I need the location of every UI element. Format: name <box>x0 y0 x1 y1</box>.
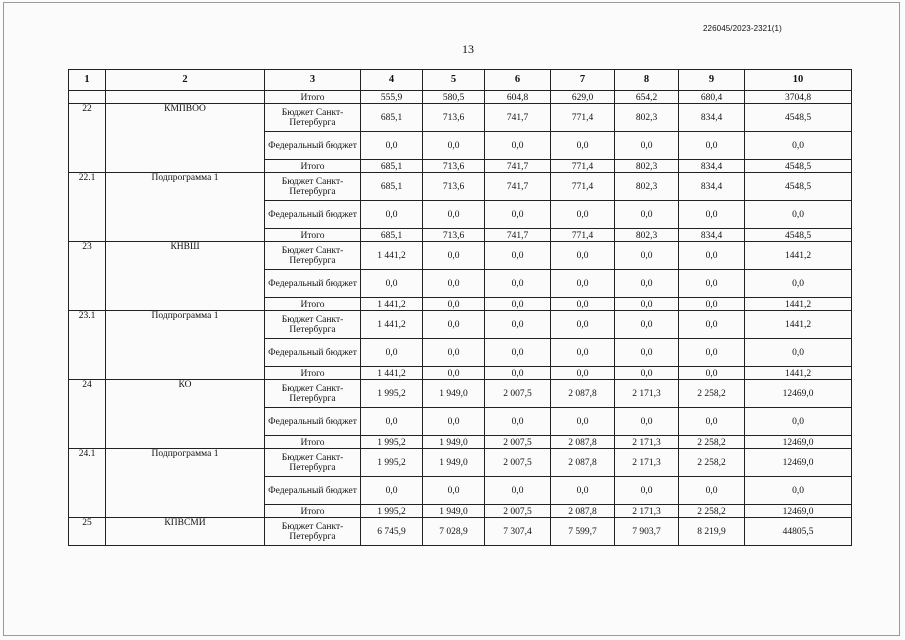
funding-source: Итого <box>265 298 361 311</box>
table-row <box>69 229 852 242</box>
table-row <box>69 132 852 160</box>
row-number <box>69 201 106 229</box>
year-1-value: 0,0 <box>361 132 423 160</box>
year-4-value: 0,0 <box>551 242 615 270</box>
program-name <box>106 477 265 505</box>
budget-table <box>68 69 852 546</box>
year-6-value: 0,0 <box>679 201 745 229</box>
program-name <box>106 505 265 518</box>
year-1-value: 685,1 <box>361 229 423 242</box>
year-6-value: 834,4 <box>679 104 745 132</box>
year-3-value: 0,0 <box>485 132 551 160</box>
year-6-value: 834,4 <box>679 229 745 242</box>
year-6-value: 0,0 <box>679 298 745 311</box>
total-value: 1441,2 <box>745 242 852 270</box>
year-2-value: 713,6 <box>423 229 485 242</box>
table-row <box>69 173 852 201</box>
program-name: КНВШ <box>106 242 265 270</box>
table-row <box>69 298 852 311</box>
row-number <box>69 505 106 518</box>
funding-source: Федеральный бюджет <box>265 408 361 436</box>
year-6-value: 8 219,9 <box>679 518 745 546</box>
program-name: КО <box>106 380 265 408</box>
year-1-value: 6 745,9 <box>361 518 423 546</box>
total-value: 4548,5 <box>745 160 852 173</box>
funding-source: Федеральный бюджет <box>265 201 361 229</box>
program-name <box>106 91 265 104</box>
table-row <box>69 104 852 132</box>
table-row <box>69 201 852 229</box>
year-1-value: 0,0 <box>361 339 423 367</box>
column-header-2: 2 <box>106 70 265 91</box>
year-3-value: 741,7 <box>485 229 551 242</box>
year-4-value: 0,0 <box>551 270 615 298</box>
year-4-value: 0,0 <box>551 408 615 436</box>
funding-source: Итого <box>265 229 361 242</box>
year-6-value: 0,0 <box>679 270 745 298</box>
row-number <box>69 132 106 160</box>
year-4-value: 0,0 <box>551 477 615 505</box>
year-1-value: 0,0 <box>361 201 423 229</box>
year-2-value: 1 949,0 <box>423 436 485 449</box>
table-row <box>69 91 852 104</box>
row-number: 23.1 <box>69 311 106 339</box>
year-2-value: 0,0 <box>423 298 485 311</box>
column-header-10: 10 <box>745 70 852 91</box>
row-number: 22.1 <box>69 173 106 201</box>
funding-source: Федеральный бюджет <box>265 132 361 160</box>
column-header-7: 7 <box>551 70 615 91</box>
year-5-value: 0,0 <box>615 367 679 380</box>
row-number: 24.1 <box>69 449 106 477</box>
year-3-value: 0,0 <box>485 367 551 380</box>
total-value: 1441,2 <box>745 311 852 339</box>
year-2-value: 580,5 <box>423 91 485 104</box>
year-1-value: 685,1 <box>361 160 423 173</box>
funding-source: Бюджет Санкт-Петербурга <box>265 518 361 546</box>
row-number <box>69 367 106 380</box>
program-name <box>106 367 265 380</box>
year-1-value: 1 441,2 <box>361 311 423 339</box>
total-value: 4548,5 <box>745 173 852 201</box>
year-5-value: 2 171,3 <box>615 505 679 518</box>
year-3-value: 2 007,5 <box>485 449 551 477</box>
row-number: 23 <box>69 242 106 270</box>
year-3-value: 2 007,5 <box>485 380 551 408</box>
page-number: 13 <box>462 42 474 56</box>
table-row <box>69 339 852 367</box>
year-2-value: 0,0 <box>423 477 485 505</box>
funding-source: Итого <box>265 160 361 173</box>
year-2-value: 7 028,9 <box>423 518 485 546</box>
table-row <box>69 436 852 449</box>
year-4-value: 629,0 <box>551 91 615 104</box>
year-3-value: 0,0 <box>485 311 551 339</box>
year-4-value: 0,0 <box>551 339 615 367</box>
year-4-value: 2 087,8 <box>551 449 615 477</box>
program-name <box>106 132 265 160</box>
year-3-value: 0,0 <box>485 242 551 270</box>
year-3-value: 0,0 <box>485 270 551 298</box>
program-name <box>106 229 265 242</box>
table-row <box>69 477 852 505</box>
year-5-value: 0,0 <box>615 339 679 367</box>
year-5-value: 802,3 <box>615 160 679 173</box>
year-1-value: 0,0 <box>361 477 423 505</box>
total-value: 12469,0 <box>745 380 852 408</box>
total-value: 0,0 <box>745 201 852 229</box>
year-1-value: 1 441,2 <box>361 367 423 380</box>
total-value: 0,0 <box>745 270 852 298</box>
row-number <box>69 160 106 173</box>
year-2-value: 713,6 <box>423 104 485 132</box>
year-3-value: 0,0 <box>485 339 551 367</box>
funding-source: Федеральный бюджет <box>265 270 361 298</box>
year-6-value: 2 258,2 <box>679 380 745 408</box>
year-4-value: 2 087,8 <box>551 505 615 518</box>
year-3-value: 741,7 <box>485 104 551 132</box>
total-value: 0,0 <box>745 408 852 436</box>
year-2-value: 1 949,0 <box>423 505 485 518</box>
year-6-value: 2 258,2 <box>679 436 745 449</box>
year-3-value: 741,7 <box>485 173 551 201</box>
column-header-5: 5 <box>423 70 485 91</box>
year-4-value: 771,4 <box>551 160 615 173</box>
year-3-value: 741,7 <box>485 160 551 173</box>
table-row <box>69 270 852 298</box>
year-2-value: 0,0 <box>423 132 485 160</box>
year-2-value: 713,6 <box>423 160 485 173</box>
year-5-value: 0,0 <box>615 311 679 339</box>
table-row <box>69 408 852 436</box>
year-2-value: 0,0 <box>423 311 485 339</box>
row-number: 25 <box>69 518 106 546</box>
year-5-value: 0,0 <box>615 408 679 436</box>
year-3-value: 2 007,5 <box>485 436 551 449</box>
year-4-value: 0,0 <box>551 311 615 339</box>
program-name <box>106 160 265 173</box>
year-4-value: 2 087,8 <box>551 436 615 449</box>
year-5-value: 802,3 <box>615 104 679 132</box>
year-6-value: 0,0 <box>679 477 745 505</box>
funding-source: Итого <box>265 505 361 518</box>
column-header-8: 8 <box>615 70 679 91</box>
funding-source: Бюджет Санкт-Петербурга <box>265 104 361 132</box>
table-row <box>69 380 852 408</box>
row-number <box>69 436 106 449</box>
year-1-value: 1 441,2 <box>361 242 423 270</box>
total-value: 0,0 <box>745 477 852 505</box>
total-value: 12469,0 <box>745 449 852 477</box>
year-1-value: 0,0 <box>361 408 423 436</box>
table-header-row <box>69 70 852 91</box>
year-6-value: 0,0 <box>679 311 745 339</box>
year-5-value: 0,0 <box>615 270 679 298</box>
year-1-value: 685,1 <box>361 173 423 201</box>
year-2-value: 0,0 <box>423 242 485 270</box>
year-1-value: 0,0 <box>361 270 423 298</box>
program-name <box>106 270 265 298</box>
year-6-value: 0,0 <box>679 339 745 367</box>
program-name <box>106 408 265 436</box>
year-3-value: 604,8 <box>485 91 551 104</box>
table-row <box>69 242 852 270</box>
total-value: 12469,0 <box>745 436 852 449</box>
year-4-value: 0,0 <box>551 201 615 229</box>
total-value: 4548,5 <box>745 104 852 132</box>
total-value: 12469,0 <box>745 505 852 518</box>
year-6-value: 0,0 <box>679 242 745 270</box>
row-number <box>69 91 106 104</box>
table-row <box>69 311 852 339</box>
year-5-value: 654,2 <box>615 91 679 104</box>
year-5-value: 802,3 <box>615 173 679 201</box>
year-5-value: 7 903,7 <box>615 518 679 546</box>
column-header-6: 6 <box>485 70 551 91</box>
program-name: Подпрограмма 1 <box>106 311 265 339</box>
year-5-value: 802,3 <box>615 229 679 242</box>
year-6-value: 2 258,2 <box>679 505 745 518</box>
year-4-value: 771,4 <box>551 229 615 242</box>
year-6-value: 680,4 <box>679 91 745 104</box>
table-row <box>69 367 852 380</box>
year-5-value: 0,0 <box>615 298 679 311</box>
table-body <box>69 91 852 546</box>
year-4-value: 7 599,7 <box>551 518 615 546</box>
row-number <box>69 229 106 242</box>
program-name <box>106 339 265 367</box>
year-2-value: 0,0 <box>423 270 485 298</box>
funding-source: Бюджет Санкт-Петербурга <box>265 173 361 201</box>
program-name: КМПВОО <box>106 104 265 132</box>
total-value: 0,0 <box>745 132 852 160</box>
year-5-value: 0,0 <box>615 242 679 270</box>
year-5-value: 2 171,3 <box>615 436 679 449</box>
row-number <box>69 408 106 436</box>
program-name: КПВСМИ <box>106 518 265 546</box>
year-4-value: 0,0 <box>551 132 615 160</box>
year-1-value: 1 995,2 <box>361 505 423 518</box>
year-1-value: 685,1 <box>361 104 423 132</box>
year-3-value: 7 307,4 <box>485 518 551 546</box>
row-number: 24 <box>69 380 106 408</box>
row-number <box>69 298 106 311</box>
row-number <box>69 477 106 505</box>
year-2-value: 713,6 <box>423 173 485 201</box>
year-4-value: 771,4 <box>551 104 615 132</box>
year-3-value: 0,0 <box>485 477 551 505</box>
year-4-value: 771,4 <box>551 173 615 201</box>
year-6-value: 2 258,2 <box>679 449 745 477</box>
year-2-value: 0,0 <box>423 408 485 436</box>
funding-source: Бюджет Санкт-Петербурга <box>265 242 361 270</box>
document-reference: 226045/2023-2321(1) <box>703 24 782 33</box>
year-3-value: 0,0 <box>485 298 551 311</box>
program-name <box>106 436 265 449</box>
program-name <box>106 201 265 229</box>
year-6-value: 834,4 <box>679 160 745 173</box>
year-4-value: 0,0 <box>551 298 615 311</box>
total-value: 1441,2 <box>745 298 852 311</box>
funding-source: Итого <box>265 367 361 380</box>
year-6-value: 0,0 <box>679 132 745 160</box>
program-name: Подпрограмма 1 <box>106 449 265 477</box>
column-header-4: 4 <box>361 70 423 91</box>
year-3-value: 0,0 <box>485 201 551 229</box>
year-6-value: 0,0 <box>679 408 745 436</box>
year-3-value: 0,0 <box>485 408 551 436</box>
year-6-value: 834,4 <box>679 173 745 201</box>
table-row <box>69 505 852 518</box>
year-3-value: 2 007,5 <box>485 505 551 518</box>
funding-source: Бюджет Санкт-Петербурга <box>265 380 361 408</box>
total-value: 3704,8 <box>745 91 852 104</box>
funding-source: Итого <box>265 91 361 104</box>
year-6-value: 0,0 <box>679 367 745 380</box>
year-5-value: 0,0 <box>615 201 679 229</box>
program-name: Подпрограмма 1 <box>106 173 265 201</box>
table-row <box>69 518 852 546</box>
year-2-value: 0,0 <box>423 339 485 367</box>
program-name <box>106 298 265 311</box>
row-number: 22 <box>69 104 106 132</box>
total-value: 0,0 <box>745 339 852 367</box>
year-5-value: 0,0 <box>615 477 679 505</box>
column-header-9: 9 <box>679 70 745 91</box>
year-5-value: 0,0 <box>615 132 679 160</box>
column-header-1: 1 <box>69 70 106 91</box>
year-4-value: 2 087,8 <box>551 380 615 408</box>
year-1-value: 1 441,2 <box>361 298 423 311</box>
total-value: 4548,5 <box>745 229 852 242</box>
year-2-value: 0,0 <box>423 201 485 229</box>
year-5-value: 2 171,3 <box>615 449 679 477</box>
total-value: 44805,5 <box>745 518 852 546</box>
year-2-value: 1 949,0 <box>423 449 485 477</box>
funding-source: Федеральный бюджет <box>265 477 361 505</box>
year-5-value: 2 171,3 <box>615 380 679 408</box>
row-number <box>69 339 106 367</box>
year-2-value: 0,0 <box>423 367 485 380</box>
funding-source: Бюджет Санкт-Петербурга <box>265 311 361 339</box>
funding-source: Федеральный бюджет <box>265 339 361 367</box>
table-row <box>69 160 852 173</box>
funding-source: Итого <box>265 436 361 449</box>
column-header-3: 3 <box>265 70 361 91</box>
year-1-value: 1 995,2 <box>361 449 423 477</box>
row-number <box>69 270 106 298</box>
year-1-value: 1 995,2 <box>361 436 423 449</box>
funding-source: Бюджет Санкт-Петербурга <box>265 449 361 477</box>
year-1-value: 555,9 <box>361 91 423 104</box>
year-2-value: 1 949,0 <box>423 380 485 408</box>
year-4-value: 0,0 <box>551 367 615 380</box>
total-value: 1441,2 <box>745 367 852 380</box>
table-row <box>69 449 852 477</box>
year-1-value: 1 995,2 <box>361 380 423 408</box>
